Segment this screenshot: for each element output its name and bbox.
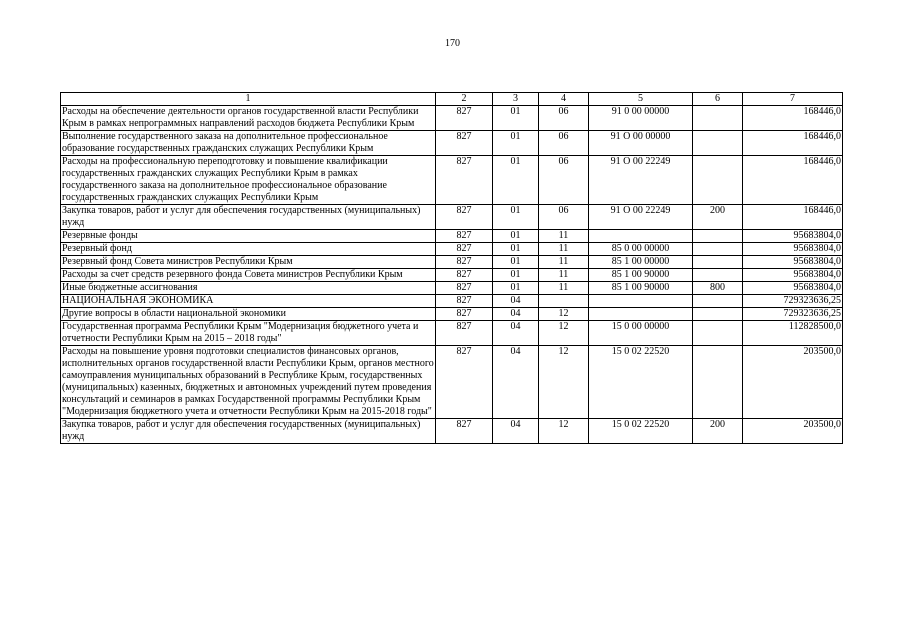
row-target-article: 15 0 02 22520 bbox=[589, 346, 693, 419]
row-target-article: 85 1 00 90000 bbox=[589, 269, 693, 282]
row-subsection: 11 bbox=[539, 282, 589, 295]
row-target-article: 91 О 00 00000 bbox=[589, 131, 693, 156]
row-amount: 168446,0 bbox=[743, 205, 843, 230]
row-target-article: 85 1 00 00000 bbox=[589, 256, 693, 269]
row-name: НАЦИОНАЛЬНАЯ ЭКОНОМИКА bbox=[61, 295, 436, 308]
row-target-article: 91 0 00 00000 bbox=[589, 106, 693, 131]
table-row bbox=[61, 419, 843, 444]
row-code: 827 bbox=[436, 295, 493, 308]
row-name: Закупка товаров, работ и услуг для обеспечения государственных (муниципальных) нужд bbox=[61, 419, 436, 444]
row-expense-type bbox=[693, 156, 743, 205]
table-row bbox=[61, 282, 843, 295]
row-code: 827 bbox=[436, 346, 493, 419]
row-amount: 729323636,25 bbox=[743, 308, 843, 321]
row-amount: 203500,0 bbox=[743, 346, 843, 419]
row-name: Иные бюджетные ассигнования bbox=[61, 282, 436, 295]
row-code: 827 bbox=[436, 156, 493, 205]
column-header: 3 bbox=[493, 93, 539, 106]
row-expense-type bbox=[693, 243, 743, 256]
row-amount: 95683804,0 bbox=[743, 282, 843, 295]
row-code: 827 bbox=[436, 256, 493, 269]
row-subsection: 06 bbox=[539, 106, 589, 131]
row-name: Резервный фонд Совета министров Республики Крым bbox=[61, 256, 436, 269]
row-section: 04 bbox=[493, 295, 539, 308]
table-row bbox=[61, 308, 843, 321]
row-expense-type bbox=[693, 321, 743, 346]
row-amount: 95683804,0 bbox=[743, 230, 843, 243]
row-subsection: 06 bbox=[539, 156, 589, 205]
row-expense-type bbox=[693, 256, 743, 269]
row-subsection: 12 bbox=[539, 308, 589, 321]
row-amount: 168446,0 bbox=[743, 156, 843, 205]
row-subsection bbox=[539, 295, 589, 308]
column-header: 1 bbox=[61, 93, 436, 106]
table-row bbox=[61, 106, 843, 131]
row-section: 04 bbox=[493, 321, 539, 346]
row-section: 01 bbox=[493, 282, 539, 295]
row-name: Выполнение государственного заказа на дополнительное профессиональное образование государственных гражданских служащих Республики Крым bbox=[61, 131, 436, 156]
table-row bbox=[61, 269, 843, 282]
row-amount: 95683804,0 bbox=[743, 243, 843, 256]
row-target-article: 91 О 00 22249 bbox=[589, 156, 693, 205]
row-target-article: 91 О 00 22249 bbox=[589, 205, 693, 230]
row-expense-type bbox=[693, 106, 743, 131]
row-name: Другие вопросы в области национальной экономики bbox=[61, 308, 436, 321]
row-amount: 168446,0 bbox=[743, 131, 843, 156]
row-subsection: 11 bbox=[539, 269, 589, 282]
row-target-article: 85 0 00 00000 bbox=[589, 243, 693, 256]
row-name: Расходы на обеспечение деятельности органов государственной власти Республики Крым в рамках непрограммных направлений расходов бюджета Республики Крым bbox=[61, 106, 436, 131]
row-name: Резервный фонд bbox=[61, 243, 436, 256]
row-section: 01 bbox=[493, 269, 539, 282]
row-code: 827 bbox=[436, 282, 493, 295]
table-row bbox=[61, 321, 843, 346]
header-row bbox=[61, 93, 843, 106]
row-target-article: 15 0 02 22520 bbox=[589, 419, 693, 444]
row-section: 01 bbox=[493, 230, 539, 243]
column-header: 6 bbox=[693, 93, 743, 106]
row-expense-type bbox=[693, 308, 743, 321]
row-expense-type bbox=[693, 346, 743, 419]
row-code: 827 bbox=[436, 243, 493, 256]
row-expense-type bbox=[693, 269, 743, 282]
row-section: 01 bbox=[493, 106, 539, 131]
row-target-article bbox=[589, 230, 693, 243]
row-section: 01 bbox=[493, 256, 539, 269]
row-subsection: 12 bbox=[539, 419, 589, 444]
table-row bbox=[61, 243, 843, 256]
row-amount: 95683804,0 bbox=[743, 269, 843, 282]
row-subsection: 06 bbox=[539, 205, 589, 230]
row-section: 04 bbox=[493, 346, 539, 419]
column-header: 7 bbox=[743, 93, 843, 106]
row-section: 01 bbox=[493, 205, 539, 230]
row-target-article bbox=[589, 308, 693, 321]
row-code: 827 bbox=[436, 269, 493, 282]
row-subsection: 06 bbox=[539, 131, 589, 156]
row-target-article bbox=[589, 295, 693, 308]
row-target-article: 85 1 00 90000 bbox=[589, 282, 693, 295]
row-expense-type: 200 bbox=[693, 205, 743, 230]
row-amount: 95683804,0 bbox=[743, 256, 843, 269]
row-amount: 168446,0 bbox=[743, 106, 843, 131]
row-subsection: 12 bbox=[539, 346, 589, 419]
row-amount: 203500,0 bbox=[743, 419, 843, 444]
row-name: Государственная программа Республики Крым "Модернизация бюджетного учета и отчетности Республики Крым на 2015 – 2018 годы" bbox=[61, 321, 436, 346]
table-row bbox=[61, 256, 843, 269]
row-name: Закупка товаров, работ и услуг для обеспечения государственных (муниципальных) нужд bbox=[61, 205, 436, 230]
row-target-article: 15 0 00 00000 bbox=[589, 321, 693, 346]
row-name: Резервные фонды bbox=[61, 230, 436, 243]
budget-table bbox=[60, 92, 843, 444]
row-code: 827 bbox=[436, 419, 493, 444]
row-section: 01 bbox=[493, 156, 539, 205]
row-expense-type: 200 bbox=[693, 419, 743, 444]
row-section: 04 bbox=[493, 308, 539, 321]
table-row bbox=[61, 205, 843, 230]
table-row bbox=[61, 131, 843, 156]
row-expense-type: 800 bbox=[693, 282, 743, 295]
column-header: 5 bbox=[589, 93, 693, 106]
row-code: 827 bbox=[436, 321, 493, 346]
row-amount: 112828500,0 bbox=[743, 321, 843, 346]
page-number: 170 bbox=[445, 38, 460, 49]
row-expense-type bbox=[693, 295, 743, 308]
row-section: 01 bbox=[493, 243, 539, 256]
row-code: 827 bbox=[436, 230, 493, 243]
row-section: 04 bbox=[493, 419, 539, 444]
table-row bbox=[61, 295, 843, 308]
row-section: 01 bbox=[493, 131, 539, 156]
table-row bbox=[61, 346, 843, 419]
row-code: 827 bbox=[436, 205, 493, 230]
row-name: Расходы на профессиональную переподготовку и повышение квалификации государственных гражданских служащих Республики Крым в рамках государственного заказа на дополнительное профессиональное образование государственных гражданских служащих Республики Крым bbox=[61, 156, 436, 205]
row-expense-type bbox=[693, 230, 743, 243]
row-name: Расходы на повышение уровня подготовки специалистов финансовых органов, исполнительных органов государственной власти Республики Крым, органов местного самоуправления муниципальных образований в Республике Крым, государственных (муниципальных) казенных, бюджетных и автономных учреждений путем проведения консультаций и семинаров в рамках Государственной программы Республики Крым "Модернизация бюджетного учета и отчетности Республики Крым на 2015-2018 годы" bbox=[62, 346, 434, 417]
row-code: 827 bbox=[436, 106, 493, 131]
column-header: 4 bbox=[539, 93, 589, 106]
column-header: 2 bbox=[436, 93, 493, 106]
row-code: 827 bbox=[436, 131, 493, 156]
row-code: 827 bbox=[436, 308, 493, 321]
row-subsection: 11 bbox=[539, 256, 589, 269]
row-subsection: 11 bbox=[539, 243, 589, 256]
table-row bbox=[61, 230, 843, 243]
row-name: Расходы за счет средств резервного фонда Совета министров Республики Крым bbox=[61, 269, 436, 282]
row-amount: 729323636,25 bbox=[743, 295, 843, 308]
table-row bbox=[61, 156, 843, 205]
row-expense-type bbox=[693, 131, 743, 156]
row-subsection: 12 bbox=[539, 321, 589, 346]
row-subsection: 11 bbox=[539, 230, 589, 243]
